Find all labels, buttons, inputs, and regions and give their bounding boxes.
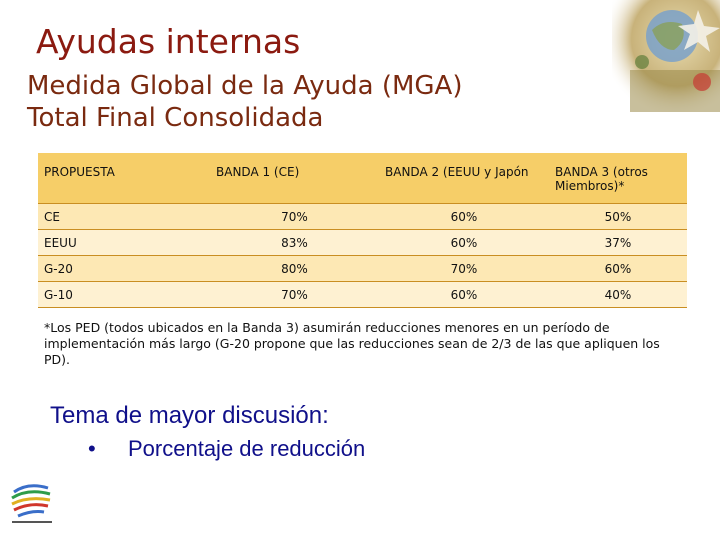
table-header-row [38, 153, 687, 204]
topic-heading: Tema de mayor discusión: [50, 402, 329, 429]
row-label: G-10 [38, 282, 210, 308]
globe-collage-image [612, 0, 720, 112]
subtitle-line-1: Medida Global de la Ayuda (MGA) [27, 71, 463, 101]
bullet-text: Porcentaje de reducción [128, 436, 366, 461]
cell-banda-2: 70% [379, 256, 549, 282]
table-row [38, 230, 687, 256]
topic-bullet-item [88, 436, 365, 462]
slide-subtitle [27, 70, 463, 134]
cell-banda-3: 60% [549, 256, 687, 282]
table-row [38, 204, 687, 230]
footnote: *Los PED (todos ubicados en la Banda 3) asumirán reducciones menores en un período de implementación más largo (G-20 propone que las reducciones sean de 2/3 de las que apliquen los PD). [44, 320, 660, 367]
header-banda-2: BANDA 2 (EEUU y Japón [379, 153, 549, 204]
cell-banda-2: 60% [379, 282, 549, 308]
ayudas-table [38, 153, 687, 308]
table-row [38, 256, 687, 282]
row-label: G-20 [38, 256, 210, 282]
wto-logo [8, 478, 56, 528]
row-label: EEUU [38, 230, 210, 256]
cell-banda-2: 60% [379, 204, 549, 230]
cell-banda-3: 37% [549, 230, 687, 256]
cell-banda-1: 70% [210, 204, 379, 230]
cell-banda-3: 50% [549, 204, 687, 230]
cell-banda-3: 40% [549, 282, 687, 308]
cell-banda-1: 80% [210, 256, 379, 282]
table-row [38, 282, 687, 308]
subtitle-line-2: Total Final Consolidada [27, 103, 324, 133]
header-banda-1: BANDA 1 (CE) [210, 153, 379, 204]
cell-banda-1: 83% [210, 230, 379, 256]
slide-title: Ayudas internas [36, 22, 301, 61]
header-banda-3: BANDA 3 (otros Miembros)* [549, 153, 687, 204]
cell-banda-2: 60% [379, 230, 549, 256]
row-label: CE [38, 204, 210, 230]
cell-banda-1: 70% [210, 282, 379, 308]
header-propuesta: PROPUESTA [38, 153, 210, 204]
bullet-marker: • [88, 436, 96, 461]
